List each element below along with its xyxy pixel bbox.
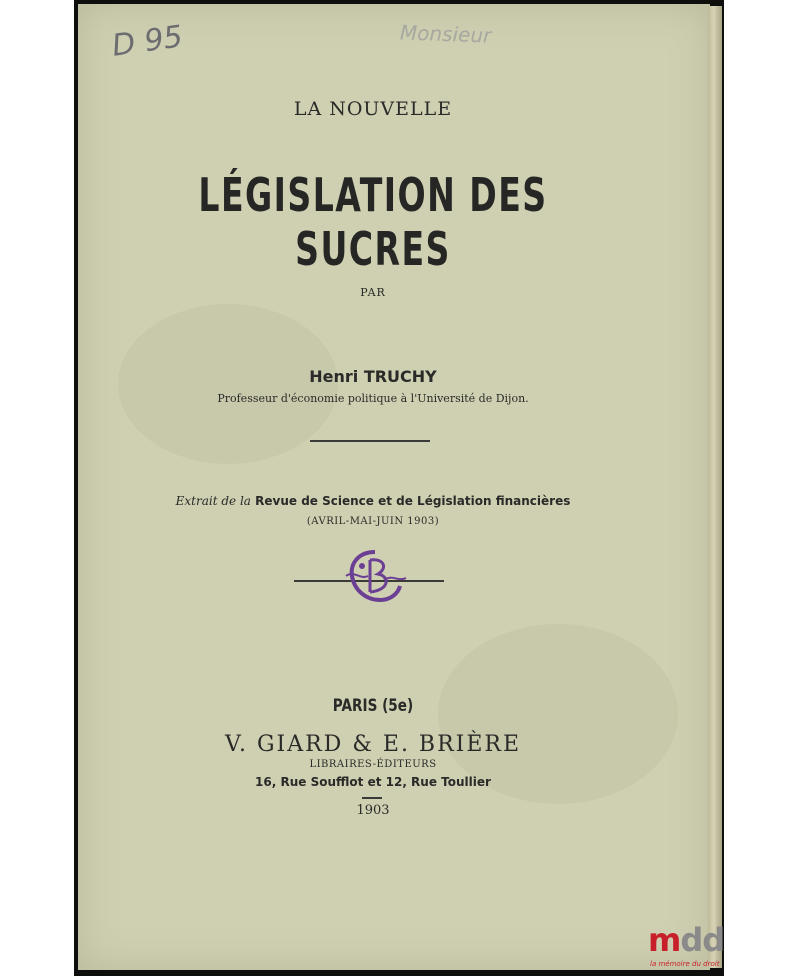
book-cover	[78, 4, 710, 970]
logo-tagline: la mémoire du droit	[650, 960, 720, 968]
watermark-logo	[648, 922, 728, 974]
handwritten-code: D 95	[109, 19, 185, 64]
publication-city: PARIS (5e)	[332, 696, 414, 716]
extract-word: Extrait	[175, 494, 218, 508]
logo-mark: mdd	[648, 921, 725, 959]
extract-source	[78, 494, 668, 508]
publisher-address: 16, Rue Soufflot et 12, Rue Toullier	[255, 775, 491, 789]
book-title: LÉGISLATION DES SUCRES	[198, 168, 548, 276]
journal-name: Revue de Science et de Législation financières	[250, 494, 571, 508]
page-edge	[708, 6, 722, 968]
extract-de: de	[217, 494, 240, 508]
issue-dates: (AVRIL-MAI-JUIN 1903)	[306, 516, 440, 527]
extract-la: la	[239, 494, 251, 508]
publisher-role: LIBRAIRES-ÉDITEURS	[309, 759, 437, 770]
handwritten-faint-note: Monsieur	[399, 20, 492, 48]
by-label: PAR	[360, 286, 386, 299]
pretitle: LA NOUVELLE	[293, 98, 453, 120]
short-rule	[362, 797, 382, 799]
publisher-monogram-icon	[340, 546, 410, 608]
author-name: Henri TRUCHY	[309, 367, 437, 386]
publication-year: 1903	[356, 803, 390, 818]
divider-rule	[310, 440, 430, 442]
author-description: Professeur d'économie politique à l'Université de Dijon.	[217, 392, 529, 405]
publisher-name: V. GIARD & E. BRIÈRE	[224, 732, 522, 757]
